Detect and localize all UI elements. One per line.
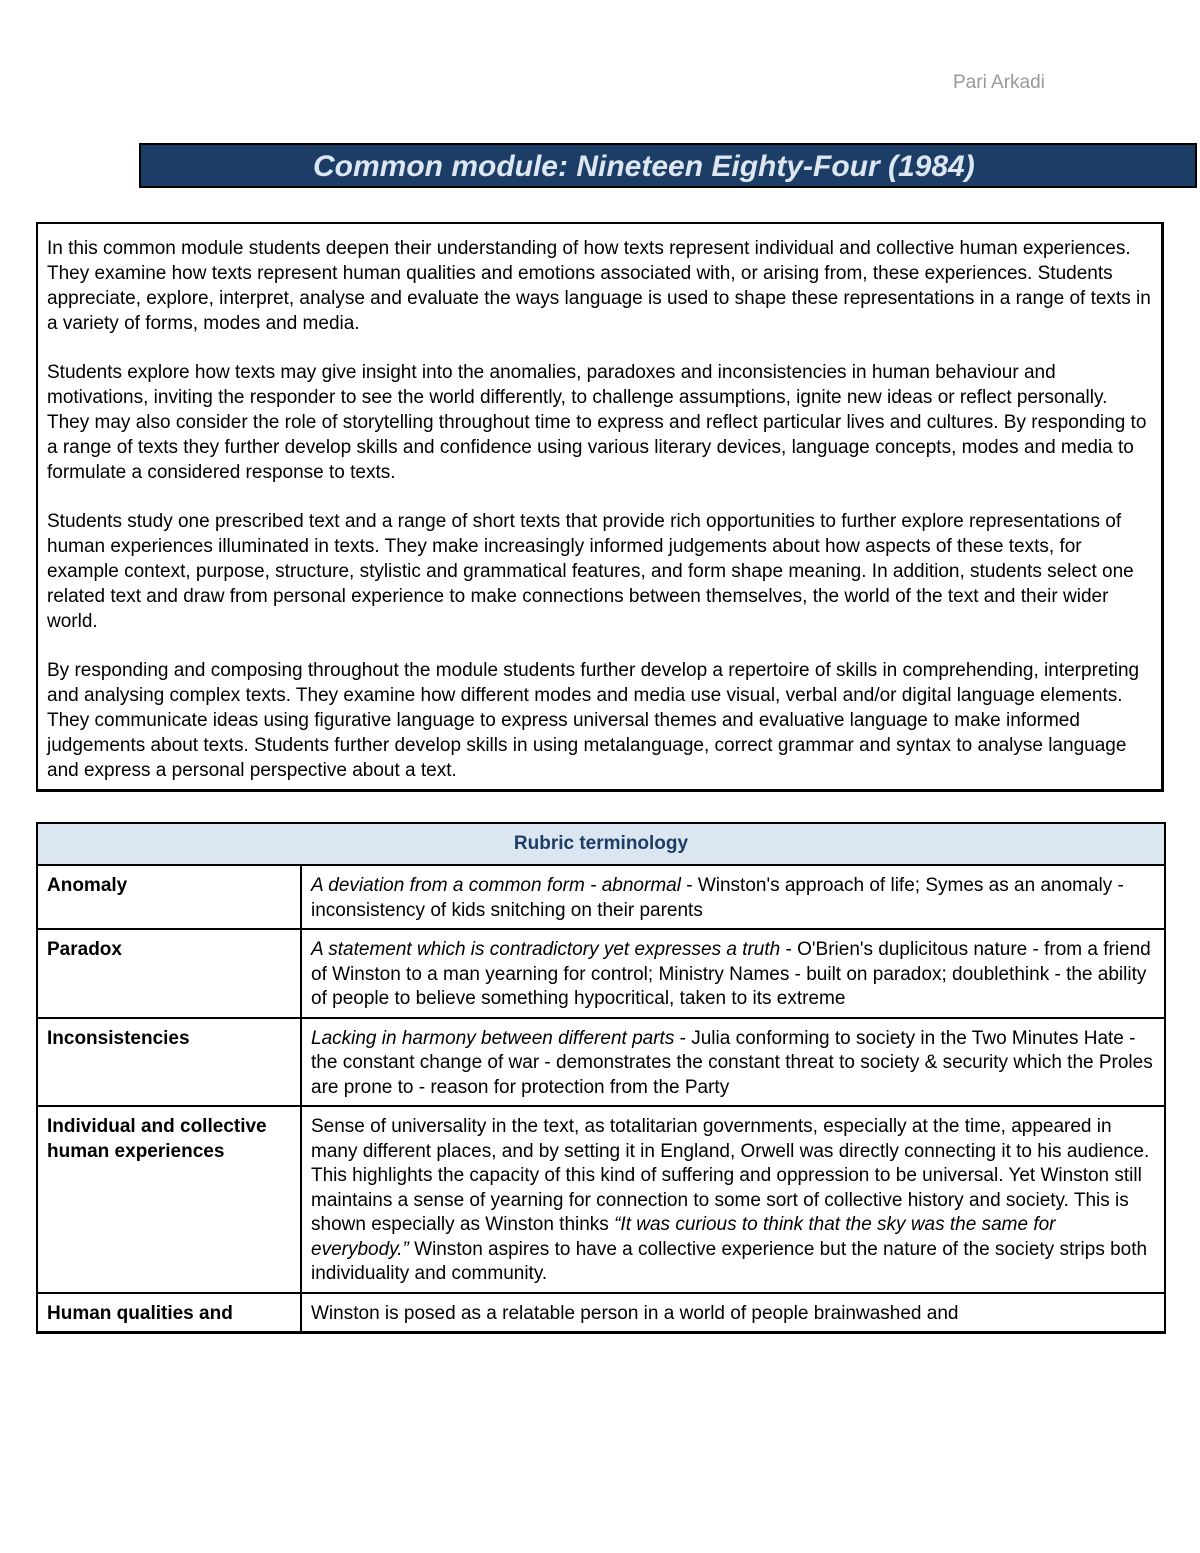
document-title: Common module: Nineteen Eighty-Four (1984) [313,150,975,183]
term-human-experiences: Individual and collective human experiences [37,1106,301,1293]
intro-paragraph: Students study one prescribed text and a range of short texts that provide rich opportunities to further explore representations of human experiences illuminated in texts. They make increasingly informed judgements about how aspects of these texts, for example context, purpose, structure, stylistic and grammatical features, and form shape meaning. In addition, students select one related text and draw from personal experience to make connections between themselves, the world of the text and their wider world. [47,511,1134,632]
table-row [37,1018,1165,1107]
intro-paragraph: By responding and composing throughout the module students further develop a repertoire of skills in comprehending, interpreting and analysing complex texts. They examine how different modes and media use visual, verbal and/or digital language elements. They communicate ideas using figurative language to express universal themes and evaluative language to make informed judgements about texts. Students further develop skills in using metalanguage, correct grammar and syntax to analyse language and express a personal perspective about a text. [47,660,1140,781]
definition-text: Sense of universality in the text, as totalitarian governments, especially at the time, appeared in many different places, and by setting it in England, Orwell was directly connecting it to his audience. This highlights the capacity of this kind of suffering and oppression to be universal. Yet Winston still maintains a sense of yearning for connection to some sort of collective history and society. This is shown especially as Winston thinks [311,1116,1150,1235]
definition-anomaly [301,865,1165,929]
table-row [37,865,1165,929]
definition-italic: Lacking in harmony between different parts [311,1027,675,1049]
title-banner [139,143,1197,188]
table-row [37,1106,1165,1293]
term-paradox: Paradox [37,929,301,1018]
rubric-header-row [37,823,1165,865]
table-row [37,929,1165,1018]
novel-quote: “It was curious to think that the sky was the same for everybody.” [311,1214,1056,1260]
intro-paragraph: In this common module students deepen their understanding of how texts represent individual and collective human experiences. They examine how texts represent human qualities and emotions associated with, or arising from, these experiences. Students appreciate, explore, interpret, analyse and evaluate the ways language is used to shape these representations in a range of texts in a variety of forms, modes and media. [47,238,1151,334]
term-human-qualities: Human qualities and [37,1293,301,1333]
table-row [37,1293,1165,1333]
definition-detail: - Winston's approach of life; Symes as an anomaly - inconsistency of kids snitching on their parents [311,875,1124,921]
definition-text: Winston aspires to have a collective experience but the nature of the society strips both individuality and community. [311,1238,1148,1284]
definition-human-experiences [301,1106,1165,1293]
definition-inconsistencies [301,1018,1165,1107]
author-name: Pari Arkadi [953,72,1045,93]
definition-italic: A statement which is contradictory yet expresses a truth [311,939,781,960]
definition-paradox [301,929,1165,1018]
term-anomaly: Anomaly [37,865,301,929]
definition-human-qualities: Winston is posed as a relatable person in a world of people brainwashed and [301,1293,1165,1333]
definition-italic: A deviation from a common form - abnormal [311,875,681,896]
term-inconsistencies: Inconsistencies [37,1018,301,1107]
module-description-box [36,222,1164,792]
rubric-heading: Rubric terminology [37,823,1165,865]
definition-detail: - O'Brien's duplicitous nature - from a friend of Winston to a man yearning for control; Ministry Names - built on paradox; doublethink - the ability of people to believe something hypocritical, taken to its extreme [311,939,1151,1009]
rubric-table [36,822,1166,1334]
intro-paragraph: Students explore how texts may give insight into the anomalies, paradoxes and inconsistencies in human behaviour and motivations, inviting the responder to see the world differently, to challenge assumptions, ignite new ideas or reflect personally. They may also consider the role of storytelling throughout time to express and reflect particular lives and cultures. By responding to a range of texts they further develop skills and confidence using various literary devices, language concepts, modes and media to formulate a considered response to texts. [47,362,1147,483]
definition-detail: - Julia conforming to society in the Two Minutes Hate - the constant change of war - demonstrates the constant threat to society & security which the Proles are prone to - reason for protection from the Party [311,1027,1153,1098]
